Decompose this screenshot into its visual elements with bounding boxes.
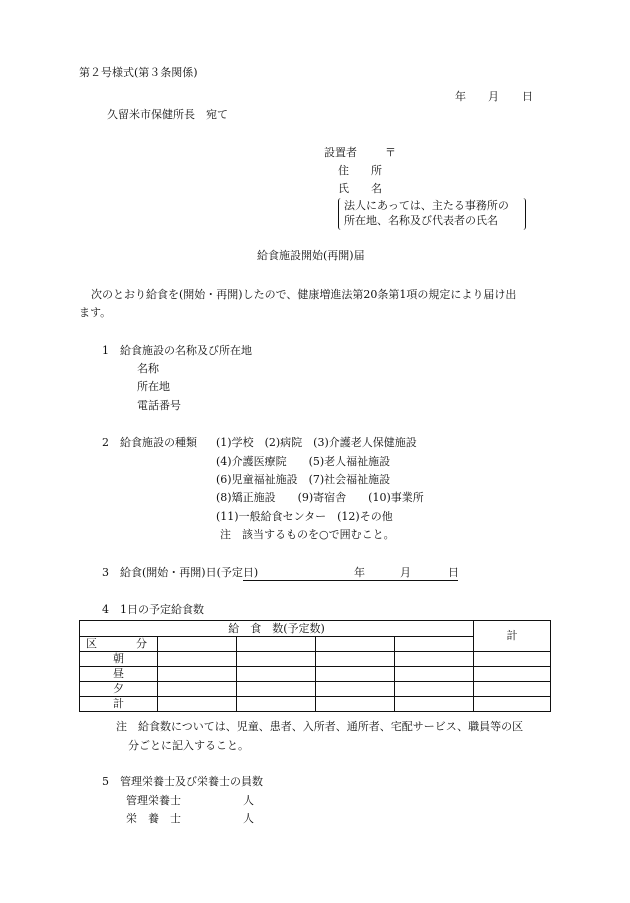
date-month: 月 bbox=[488, 90, 499, 103]
start-date-year: 年 bbox=[354, 566, 365, 579]
facility-type-row: (8)矯正施設 (9)寄宿舎 (10)事業所 bbox=[216, 491, 424, 504]
blank-cell[interactable] bbox=[158, 697, 237, 712]
addressee: 久留米市保健所長 宛て bbox=[107, 108, 228, 121]
row-label-dinner: 夕 bbox=[80, 682, 158, 697]
document-title: 給食施設開始(再開)届 bbox=[257, 249, 365, 262]
blank-cell[interactable] bbox=[237, 637, 316, 652]
intro-line2: ます。 bbox=[79, 306, 112, 319]
blank-cell[interactable] bbox=[158, 667, 237, 682]
section1-heading: 1 給食施設の名称及び所在地 bbox=[102, 344, 252, 357]
nutritionist-label: 栄 養 士 bbox=[126, 812, 181, 825]
header-kubun bbox=[80, 637, 158, 652]
header-total: 計 bbox=[474, 621, 551, 652]
blank-cell[interactable] bbox=[395, 637, 474, 652]
section3-heading: 3 給食(開始・再開)日(予定日) bbox=[102, 566, 259, 579]
blank-cell[interactable] bbox=[395, 652, 474, 667]
section4-note-line1: 注 給食数については、児童、患者、入所者、通所者、宅配サービス、職員等の区 bbox=[116, 720, 524, 733]
blank-cell[interactable] bbox=[395, 682, 474, 697]
blank-cell[interactable] bbox=[474, 682, 551, 697]
section5-heading: 5 管理栄養士及び栄養士の員数 bbox=[102, 775, 263, 788]
row-label-breakfast: 朝 bbox=[80, 652, 158, 667]
blank-cell[interactable] bbox=[158, 652, 237, 667]
blank-cell[interactable] bbox=[395, 697, 474, 712]
header-meal-count: 給 食 数(予定数) bbox=[80, 621, 474, 637]
blank-cell[interactable] bbox=[237, 697, 316, 712]
row-label-lunch: 昼 bbox=[80, 667, 158, 682]
section1-item-name: 名称 bbox=[137, 362, 159, 375]
blank-cell[interactable] bbox=[237, 667, 316, 682]
facility-type-row: (1)学校 (2)病院 (3)介護老人保健施設 bbox=[216, 436, 417, 449]
kubun-bun: 分 bbox=[136, 637, 147, 650]
blank-cell[interactable] bbox=[316, 697, 395, 712]
blank-cell[interactable] bbox=[158, 637, 237, 652]
blank-cell[interactable] bbox=[316, 682, 395, 697]
section2-note: 注 該当するものを○で囲むこと。 bbox=[220, 528, 395, 541]
section4-note-line2: 分ごとに記入すること。 bbox=[128, 739, 249, 752]
start-date-underline bbox=[243, 580, 458, 581]
meal-count-table bbox=[79, 620, 551, 712]
date-day: 日 bbox=[522, 90, 533, 103]
dietitian-label: 管理栄養士 bbox=[126, 794, 181, 807]
corporate-note-line2: 所在地、名称及び代表者の氏名 bbox=[344, 214, 498, 227]
kubun-ku: 区 bbox=[86, 637, 97, 650]
address-label: 住 所 bbox=[338, 164, 382, 177]
blank-cell[interactable] bbox=[237, 682, 316, 697]
blank-cell[interactable] bbox=[474, 652, 551, 667]
postal-mark: 〒 bbox=[385, 146, 396, 159]
name-label: 氏 名 bbox=[338, 182, 382, 195]
start-date-month: 月 bbox=[400, 566, 411, 579]
row-label-total: 計 bbox=[80, 697, 158, 712]
facility-type-row: (11)一般給食センター (12)その他 bbox=[216, 510, 393, 523]
facility-type-row: (4)介護医療院 (5)老人福祉施設 bbox=[216, 455, 391, 468]
facility-type-row: (6)児童福祉施設 (7)社会福祉施設 bbox=[216, 473, 391, 486]
blank-cell[interactable] bbox=[316, 637, 395, 652]
section1-item-address: 所在地 bbox=[137, 380, 170, 393]
blank-cell[interactable] bbox=[395, 667, 474, 682]
nutritionist-unit: 人 bbox=[243, 812, 254, 825]
blank-cell[interactable] bbox=[158, 682, 237, 697]
dietitian-unit: 人 bbox=[243, 794, 254, 807]
blank-cell[interactable] bbox=[237, 652, 316, 667]
section1-item-phone: 電話番号 bbox=[137, 399, 181, 412]
date-year: 年 bbox=[455, 90, 466, 103]
blank-cell[interactable] bbox=[474, 667, 551, 682]
setchisha-label: 設置者 bbox=[324, 146, 357, 159]
form-number: 第２号様式(第３条関係) bbox=[79, 66, 198, 79]
intro-line1: 次のとおり給食を(開始・再開)したので、健康増進法第20条第1項の規定により届け出 bbox=[91, 288, 517, 301]
corporate-note-line1: 法人にあっては、主たる事務所の bbox=[344, 199, 509, 212]
blank-cell[interactable] bbox=[316, 652, 395, 667]
section2-heading: 2 給食施設の種類 bbox=[102, 436, 197, 449]
section4-heading: 4 1日の予定給食数 bbox=[102, 603, 204, 616]
blank-cell[interactable] bbox=[474, 697, 551, 712]
blank-cell[interactable] bbox=[316, 667, 395, 682]
start-date-day: 日 bbox=[448, 566, 459, 579]
